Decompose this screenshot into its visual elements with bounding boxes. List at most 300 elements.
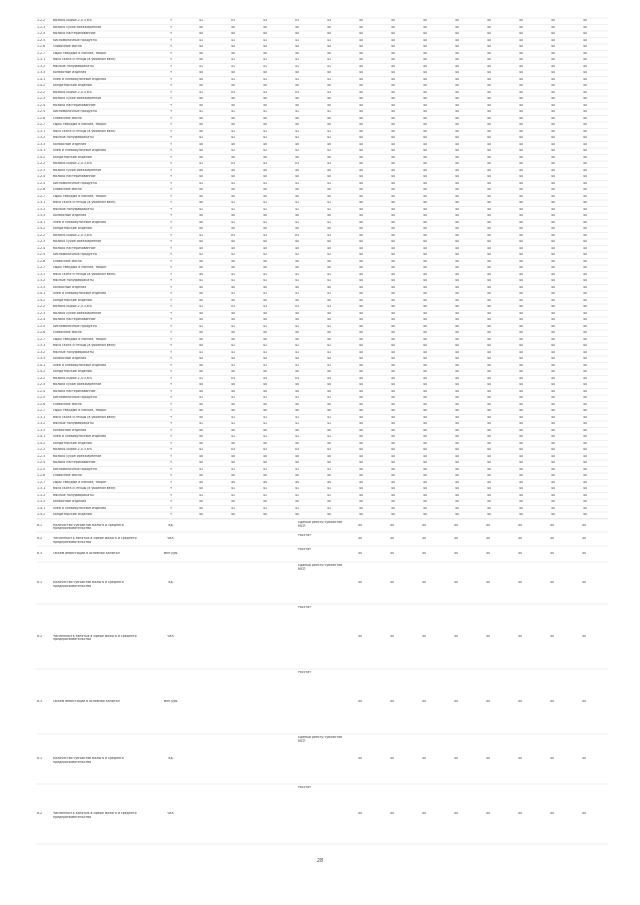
row-number: 6.1 bbox=[37, 523, 43, 527]
row-value: 41 bbox=[230, 77, 236, 81]
row-value: 40 bbox=[486, 493, 492, 497]
row-number: 1.2.7 bbox=[37, 480, 46, 484]
row-name: кондитерские изделия bbox=[53, 155, 92, 159]
row-value: 40 bbox=[550, 32, 556, 36]
row-value: 41 bbox=[326, 253, 332, 257]
row-value: 41 bbox=[326, 435, 332, 439]
row-value: 40 bbox=[485, 699, 491, 703]
row-value: 40 bbox=[582, 428, 588, 432]
row-value: 40 bbox=[518, 58, 524, 62]
row-value: 40 bbox=[294, 123, 300, 127]
row-source: Росстат bbox=[298, 786, 312, 789]
row-unit: т bbox=[170, 123, 172, 127]
row-value: 40 bbox=[422, 220, 428, 224]
row-value: 40 bbox=[294, 428, 300, 432]
row-name: молоко пастеризованное bbox=[53, 461, 96, 465]
row-value: 40 bbox=[294, 25, 300, 29]
row-value: 40 bbox=[454, 357, 460, 361]
row-unit: т bbox=[170, 272, 172, 276]
row-value: 40 bbox=[358, 506, 364, 510]
row-value: 40 bbox=[422, 331, 428, 335]
row-value: 40 bbox=[198, 409, 204, 413]
row-value: 40 bbox=[454, 194, 460, 198]
row-value: 40 bbox=[454, 201, 460, 205]
row-value: 40 bbox=[390, 324, 396, 328]
row-value: 40 bbox=[582, 207, 588, 211]
row-value: 40 bbox=[517, 581, 523, 584]
row-value: 40 bbox=[422, 409, 428, 413]
row-value: 41 bbox=[326, 77, 332, 81]
row-value: 40 bbox=[262, 441, 268, 445]
row-value: 40 bbox=[582, 227, 588, 231]
row-value: 40 bbox=[518, 201, 524, 205]
row-value: 40 bbox=[517, 552, 523, 555]
row-value: 40 bbox=[486, 448, 492, 452]
row-value: 40 bbox=[358, 331, 364, 335]
row-value: 41 bbox=[262, 415, 268, 419]
row-value: 40 bbox=[582, 162, 588, 166]
row-value: 40 bbox=[486, 77, 492, 81]
row-value: 40 bbox=[454, 77, 460, 81]
row-name: кисломолочные продукты bbox=[53, 110, 97, 114]
row-value: 41 bbox=[198, 181, 204, 185]
row-value: 40 bbox=[582, 246, 588, 250]
row-value: 41 bbox=[262, 38, 268, 42]
row-value: 40 bbox=[422, 175, 428, 179]
row-value: 43 bbox=[262, 90, 268, 94]
row-value: 40 bbox=[422, 318, 428, 322]
row-value: 40 bbox=[358, 285, 364, 289]
row-value: 40 bbox=[422, 142, 428, 146]
row-value: 40 bbox=[422, 461, 428, 465]
row-value: 40 bbox=[518, 64, 524, 68]
row-value: 40 bbox=[198, 168, 204, 172]
row-value: 40 bbox=[485, 523, 491, 527]
row-value: 41 bbox=[230, 396, 236, 400]
row-value: 41 bbox=[294, 467, 300, 471]
row-value: 40 bbox=[582, 415, 588, 419]
row-value: 40 bbox=[454, 97, 460, 101]
row-unit: т bbox=[170, 110, 172, 114]
row-unit: т bbox=[170, 233, 172, 237]
row-value: 41 bbox=[262, 149, 268, 153]
row-unit: т bbox=[170, 493, 172, 497]
row-value: 40 bbox=[422, 467, 428, 471]
row-unit: т bbox=[170, 467, 172, 471]
row-value: 40 bbox=[486, 214, 492, 218]
row-value: 40 bbox=[326, 461, 332, 465]
row-unit: т bbox=[170, 168, 172, 172]
row-value: 40 bbox=[485, 581, 491, 584]
row-number: 1.3.1 bbox=[37, 58, 46, 62]
row-value: 41 bbox=[262, 77, 268, 81]
row-value: 40 bbox=[518, 480, 524, 484]
row-number: 1.4.2 bbox=[37, 513, 46, 517]
row-value: 40 bbox=[230, 227, 236, 231]
row-value: 40 bbox=[517, 634, 523, 638]
row-value: 40 bbox=[518, 84, 524, 88]
row-value: 40 bbox=[230, 311, 236, 315]
row-value: 40 bbox=[294, 194, 300, 198]
row-number: 1.3.1 bbox=[37, 344, 46, 348]
row-unit: т bbox=[170, 370, 172, 374]
row-value: 40 bbox=[390, 253, 396, 257]
row-value: 40 bbox=[294, 311, 300, 315]
row-value: 40 bbox=[454, 428, 460, 432]
row-value: 40 bbox=[198, 506, 204, 510]
row-value: 40 bbox=[326, 188, 332, 192]
row-value: 40 bbox=[454, 19, 460, 23]
row-value: 40 bbox=[294, 84, 300, 88]
row-unit: т bbox=[170, 480, 172, 484]
row-value: 41 bbox=[262, 324, 268, 328]
row-number: 1.2.2 bbox=[37, 305, 46, 309]
row-value: 40 bbox=[390, 435, 396, 439]
row-value: 40 bbox=[357, 537, 363, 540]
row-value: 41 bbox=[230, 220, 236, 224]
row-value: 40 bbox=[550, 428, 556, 432]
row-value: 40 bbox=[326, 155, 332, 159]
row-name: хлеб и хлебобулочные изделия bbox=[53, 435, 107, 439]
row-value: 40 bbox=[454, 58, 460, 62]
row-value: 40 bbox=[262, 370, 268, 374]
row-value: 40 bbox=[550, 181, 556, 185]
row-number: 1.3.2 bbox=[37, 279, 46, 283]
row-value: 41 bbox=[326, 110, 332, 114]
row-value: 40 bbox=[198, 344, 204, 348]
row-value: 41 bbox=[326, 493, 332, 497]
row-value: 40 bbox=[582, 448, 588, 452]
row-value: 40 bbox=[582, 402, 588, 406]
row-number: 1.4.1 bbox=[37, 149, 46, 153]
row-value: 40 bbox=[326, 441, 332, 445]
row-value: 43 bbox=[262, 376, 268, 380]
row-value: 40 bbox=[582, 500, 588, 504]
row-value: 40 bbox=[326, 285, 332, 289]
row-value: 40 bbox=[518, 318, 524, 322]
row-value: 40 bbox=[390, 77, 396, 81]
row-value: 40 bbox=[486, 428, 492, 432]
row-value: 40 bbox=[422, 396, 428, 400]
row-value: 40 bbox=[358, 214, 364, 218]
row-value: 40 bbox=[550, 220, 556, 224]
row-value: 40 bbox=[582, 461, 588, 465]
row-value: 40 bbox=[326, 227, 332, 231]
row-value: 41 bbox=[294, 415, 300, 419]
row-number: 1.2.6 bbox=[37, 188, 46, 192]
row-name: сливочное масло bbox=[53, 259, 82, 263]
row-value: 40 bbox=[486, 311, 492, 315]
row-value: 40 bbox=[198, 318, 204, 322]
row-number: 1.2.5 bbox=[37, 467, 46, 471]
row-value: 40 bbox=[582, 25, 588, 29]
row-name: кисломолочные продукты bbox=[53, 181, 97, 185]
row-value: 40 bbox=[326, 383, 332, 387]
row-value: 40 bbox=[198, 116, 204, 120]
row-value: 40 bbox=[582, 71, 588, 75]
row-value: 40 bbox=[230, 474, 236, 478]
row-value: 40 bbox=[198, 435, 204, 439]
row-value: 40 bbox=[454, 71, 460, 75]
row-number: 6.3 bbox=[37, 552, 43, 555]
row-value: 40 bbox=[518, 175, 524, 179]
row-number: 1.3.3 bbox=[37, 71, 46, 75]
row-value: 40 bbox=[454, 487, 460, 491]
row-value: 40 bbox=[454, 480, 460, 484]
row-value: 40 bbox=[390, 344, 396, 348]
row-value: 40 bbox=[518, 45, 524, 49]
row-value: 40 bbox=[486, 51, 492, 55]
row-unit: т bbox=[170, 357, 172, 361]
row-value: 40 bbox=[422, 266, 428, 270]
row-value: 40 bbox=[453, 812, 459, 815]
row-value: 40 bbox=[454, 103, 460, 107]
row-value: 40 bbox=[358, 279, 364, 283]
row-value: 40 bbox=[550, 71, 556, 75]
row-value: 40 bbox=[486, 253, 492, 257]
row-name: мясные полуфабрикаты bbox=[53, 64, 94, 68]
row-value: 40 bbox=[454, 32, 460, 36]
row-value: 40 bbox=[454, 292, 460, 296]
row-value: 40 bbox=[582, 285, 588, 289]
row-source: Росстат bbox=[298, 548, 312, 551]
row-value: 40 bbox=[582, 64, 588, 68]
row-unit: чел. bbox=[167, 812, 175, 815]
row-value: 41 bbox=[230, 201, 236, 205]
row-value: 40 bbox=[198, 331, 204, 335]
row-value: 40 bbox=[518, 311, 524, 315]
row-value: 40 bbox=[198, 51, 204, 55]
row-value: 40 bbox=[518, 298, 524, 302]
row-number: 1.2.5 bbox=[37, 181, 46, 185]
row-value: 40 bbox=[454, 396, 460, 400]
row-number: 1.2.4 bbox=[37, 103, 46, 107]
row-value: 40 bbox=[358, 201, 364, 205]
row-value: 40 bbox=[357, 757, 363, 760]
row-value: 40 bbox=[486, 292, 492, 296]
row-value: 40 bbox=[358, 19, 364, 23]
row-value: 40 bbox=[454, 279, 460, 283]
row-value: 41 bbox=[262, 422, 268, 426]
row-value: 40 bbox=[230, 25, 236, 29]
row-value: 40 bbox=[549, 757, 555, 760]
row-value: 40 bbox=[198, 155, 204, 159]
row-value: 40 bbox=[326, 409, 332, 413]
row-unit: т bbox=[170, 428, 172, 432]
row-value: 40 bbox=[518, 402, 524, 406]
row-value: 40 bbox=[517, 537, 523, 540]
row-value: 40 bbox=[198, 402, 204, 406]
row-value: 40 bbox=[358, 246, 364, 250]
row-value: 40 bbox=[358, 77, 364, 81]
row-value: 40 bbox=[486, 181, 492, 185]
row-value: 40 bbox=[422, 448, 428, 452]
row-value: 40 bbox=[326, 84, 332, 88]
row-value: 40 bbox=[422, 103, 428, 107]
row-value: 40 bbox=[485, 757, 491, 760]
row-value: 40 bbox=[486, 58, 492, 62]
row-value: 40 bbox=[294, 409, 300, 413]
row-name: хлеб и хлебобулочные изделия bbox=[53, 363, 107, 367]
row-value: 40 bbox=[198, 363, 204, 367]
row-value: 40 bbox=[550, 110, 556, 114]
row-value: 40 bbox=[550, 77, 556, 81]
row-value: 40 bbox=[518, 344, 524, 348]
row-name: колбасные изделия bbox=[53, 285, 87, 289]
row-value: 41 bbox=[262, 467, 268, 471]
row-value: 40 bbox=[550, 207, 556, 211]
row-value: 40 bbox=[230, 32, 236, 36]
row-value: 40 bbox=[358, 422, 364, 426]
row-value: 40 bbox=[390, 90, 396, 94]
row-value: 40 bbox=[518, 233, 524, 237]
row-unit: т bbox=[170, 279, 172, 283]
row-value: 41 bbox=[294, 363, 300, 367]
row-value: 40 bbox=[550, 305, 556, 309]
row-value: 40 bbox=[294, 266, 300, 270]
row-value: 40 bbox=[582, 233, 588, 237]
row-value: 41 bbox=[198, 448, 204, 452]
row-name: мясные полуфабрикаты bbox=[53, 136, 94, 140]
row-unit: т bbox=[170, 324, 172, 328]
row-name: мясо скота и птицы (в убойном весе) bbox=[53, 487, 116, 491]
row-value: 40 bbox=[550, 370, 556, 374]
row-value: 40 bbox=[550, 285, 556, 289]
row-value: 40 bbox=[358, 376, 364, 380]
row-value: 40 bbox=[486, 90, 492, 94]
row-value: 40 bbox=[421, 581, 427, 584]
row-value: 40 bbox=[358, 415, 364, 419]
row-value: 40 bbox=[326, 298, 332, 302]
row-source: Единый реестр субъектов МСП bbox=[298, 521, 342, 528]
row-value: 40 bbox=[230, 188, 236, 192]
row-value: 41 bbox=[326, 220, 332, 224]
row-value: 41 bbox=[262, 58, 268, 62]
row-value: 40 bbox=[582, 259, 588, 263]
row-value: 41 bbox=[230, 363, 236, 367]
row-value: 03 bbox=[294, 162, 300, 166]
row-value: 40 bbox=[550, 493, 556, 497]
row-value: 40 bbox=[294, 441, 300, 445]
row-unit: т bbox=[170, 149, 172, 153]
row-value: 40 bbox=[262, 480, 268, 484]
row-value: 40 bbox=[518, 272, 524, 276]
row-value: 40 bbox=[422, 32, 428, 36]
row-number: 1.3.1 bbox=[37, 129, 46, 133]
row-name: кондитерские изделия bbox=[53, 227, 92, 231]
row-value: 40 bbox=[550, 441, 556, 445]
row-value: 40 bbox=[581, 552, 587, 555]
row-value: 40 bbox=[518, 123, 524, 127]
row-value: 40 bbox=[358, 305, 364, 309]
row-value: 40 bbox=[550, 500, 556, 504]
row-value: 41 bbox=[326, 207, 332, 211]
row-name: молоко сухое обезжиренное bbox=[53, 168, 102, 172]
row-unit: т bbox=[170, 58, 172, 62]
row-value: 40 bbox=[549, 634, 555, 638]
row-value: 40 bbox=[358, 259, 364, 263]
row-value: 40 bbox=[262, 461, 268, 465]
row-value: 40 bbox=[582, 454, 588, 458]
row-value: 40 bbox=[454, 259, 460, 263]
row-value: 40 bbox=[294, 331, 300, 335]
row-value: 41 bbox=[262, 396, 268, 400]
row-value: 40 bbox=[422, 233, 428, 237]
row-name: сыры твердые и мягкие, творог bbox=[53, 480, 107, 484]
row-value: 40 bbox=[518, 305, 524, 309]
row-value: 40 bbox=[518, 32, 524, 36]
row-value: 40 bbox=[582, 45, 588, 49]
row-value: 40 bbox=[582, 149, 588, 153]
row-number: 1.3.3 bbox=[37, 214, 46, 218]
row-value: 40 bbox=[454, 136, 460, 140]
row-number: 1.2.6 bbox=[37, 259, 46, 263]
row-value: 40 bbox=[422, 279, 428, 283]
row-value: 40 bbox=[486, 357, 492, 361]
row-value: 40 bbox=[422, 19, 428, 23]
row-value: 40 bbox=[390, 467, 396, 471]
row-value: 40 bbox=[262, 214, 268, 218]
row-value: 40 bbox=[230, 97, 236, 101]
row-unit: т bbox=[170, 331, 172, 335]
row-value: 40 bbox=[390, 513, 396, 517]
row-value: 40 bbox=[550, 142, 556, 146]
row-value: 40 bbox=[198, 480, 204, 484]
row-name: молоко-сырье-2,0-3,6% bbox=[53, 305, 92, 309]
row-value: 40 bbox=[390, 45, 396, 49]
row-value: 40 bbox=[550, 38, 556, 42]
row-name: хлеб и хлебобулочные изделия bbox=[53, 292, 107, 296]
row-value: 40 bbox=[518, 142, 524, 146]
row-value: 41 bbox=[230, 136, 236, 140]
row-value: 40 bbox=[294, 45, 300, 49]
row-value: 40 bbox=[518, 467, 524, 471]
row-value: 40 bbox=[390, 32, 396, 36]
row-value: 40 bbox=[550, 175, 556, 179]
row-value: 41 bbox=[198, 422, 204, 426]
row-value: 40 bbox=[262, 168, 268, 172]
row-value: 40 bbox=[422, 500, 428, 504]
row-value: 40 bbox=[486, 370, 492, 374]
row-value: 40 bbox=[582, 337, 588, 341]
row-value: 40 bbox=[518, 71, 524, 75]
row-value: 40 bbox=[390, 25, 396, 29]
row-unit: ед. bbox=[168, 757, 174, 760]
row-unit: т bbox=[170, 298, 172, 302]
row-value: 40 bbox=[390, 506, 396, 510]
row-value: 40 bbox=[389, 634, 395, 638]
row-value: 40 bbox=[198, 71, 204, 75]
row-number: 1.2.2 bbox=[37, 90, 46, 94]
row-value: 40 bbox=[454, 25, 460, 29]
row-value: 40 bbox=[550, 227, 556, 231]
row-value: 40 bbox=[550, 25, 556, 29]
row-name: кондитерские изделия bbox=[53, 441, 92, 445]
row-value: 40 bbox=[390, 279, 396, 283]
row-unit: чел. bbox=[167, 537, 175, 540]
row-name: Количество субъектов малого и среднего предпринимательства bbox=[53, 523, 124, 531]
row-value: 41 bbox=[198, 90, 204, 94]
row-value: 41 bbox=[230, 129, 236, 133]
row-name: сыры твердые и мягкие, творог bbox=[53, 409, 107, 413]
row-unit: т bbox=[170, 396, 172, 400]
row-value: 40 bbox=[486, 363, 492, 367]
row-value: 40 bbox=[390, 331, 396, 335]
row-value: 40 bbox=[582, 409, 588, 413]
row-value: 40 bbox=[358, 402, 364, 406]
row-name: молоко-сырье-2,0-3,6% bbox=[53, 162, 92, 166]
row-value: 41 bbox=[198, 350, 204, 354]
